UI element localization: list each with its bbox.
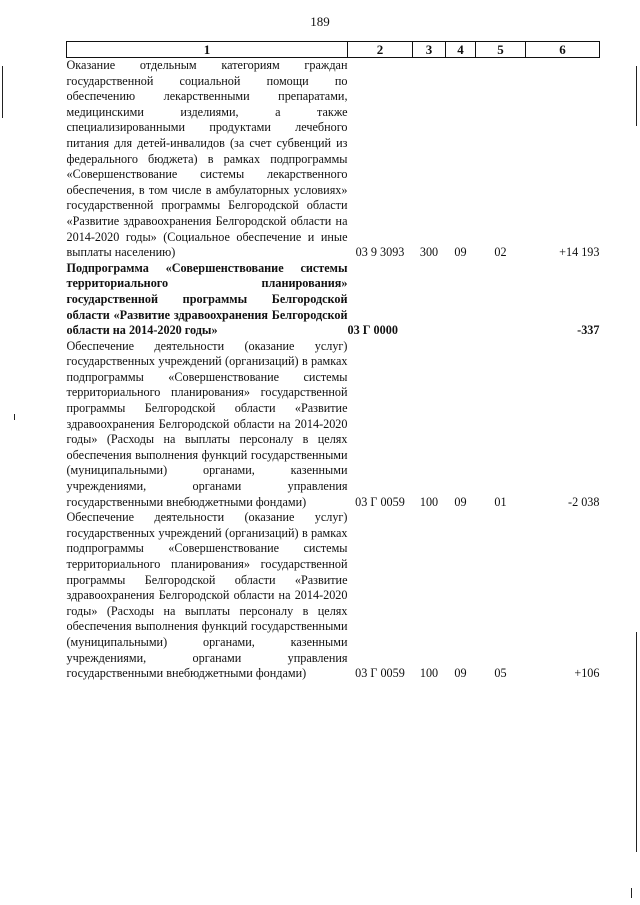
column-header-target-code: 2 bbox=[348, 42, 413, 58]
table-row bbox=[67, 58, 600, 261]
row-description: Обеспечение деятельности (оказание услуг) государственных учреждений (организаций) в рамках подпрограммы «Совершенствование системы территориального планирования» государственной программы Белгородской области «Развитие здравоохранения Белгородской области на 2014-2020 годы» (Расходы на выплаты персоналу в целях обеспечения выполнения функций государственными (муниципальными) органами, казенными учреждениями, органами управления государственными внебюджетными фондами) bbox=[66, 338, 348, 509]
row-description: Оказание отдельным категориям граждан государственной социальной помощи по обеспечению лекарственными препаратами, медицинскими изделиями, а также специализированными продуктами лечебного питания для детей-инвалидов (за счет субвенций из федерального бюджета) в рамках подпрограммы «Совершенствование системы лекарственного обеспечения, в том числе в амбулаторных условиях» государственной программы Белгородской области «Развитие здравоохранения Белгородской области на 2014-2020 годы» (Социальное обеспечение и иные выплаты населению) bbox=[66, 58, 348, 260]
table-row bbox=[67, 510, 600, 682]
row-target-code: 03 Г 0059 bbox=[355, 494, 405, 509]
row-amount: +106 bbox=[574, 666, 600, 681]
row-description: Обеспечение деятельности (оказание услуг) государственных учреждений (организаций) в рамках подпрограммы «Совершенствование системы территориального планирования» государственной программы Белгородской области «Развитие здравоохранения Белгородской области на 2014-2020 годы» (Расходы на выплаты персоналу в целях обеспечения выполнения функций государственными (муниципальными) органами, казенными учреждениями, органами управления государственными внебюджетными фондами) bbox=[66, 510, 348, 681]
row-description: Подпрограмма «Совершенствование системы территориального планирования» государственной программы Белгородской области «Развитие здравоохранения Белгородской области на 2014-2020 годы» bbox=[66, 260, 348, 338]
column-header-subsection: 5 bbox=[476, 42, 526, 58]
row-subsection: 02 bbox=[494, 245, 507, 260]
row-section: 09 bbox=[454, 245, 467, 260]
row-subsection: 01 bbox=[494, 494, 507, 509]
column-header-amount: 6 bbox=[526, 42, 600, 58]
row-amount: -2 038 bbox=[568, 494, 600, 509]
column-header-section: 4 bbox=[446, 42, 476, 58]
table-row bbox=[67, 261, 600, 339]
column-header-expense-type: 3 bbox=[413, 42, 446, 58]
budget-table bbox=[66, 41, 600, 682]
scan-edge-mark bbox=[14, 414, 15, 420]
row-expense-type: 100 bbox=[419, 494, 439, 509]
row-subsection bbox=[476, 261, 526, 339]
row-expense-type: 300 bbox=[419, 245, 439, 260]
scan-edge-mark bbox=[631, 888, 632, 898]
scan-edge-mark bbox=[636, 632, 637, 852]
row-subsection: 05 bbox=[494, 666, 507, 681]
table-header-row bbox=[67, 42, 600, 58]
row-amount: -337 bbox=[577, 323, 600, 338]
row-target-code: 03 Г 0000 bbox=[347, 323, 398, 338]
row-section: 09 bbox=[454, 494, 467, 509]
row-section: 09 bbox=[454, 666, 467, 681]
row-section bbox=[446, 261, 476, 339]
row-expense-type bbox=[413, 261, 446, 339]
row-target-code: 03 9 3093 bbox=[355, 245, 405, 260]
row-amount: +14 193 bbox=[559, 245, 600, 260]
row-expense-type: 100 bbox=[419, 666, 439, 681]
scan-edge-mark bbox=[2, 66, 3, 118]
table-row bbox=[67, 339, 600, 511]
row-target-code: 03 Г 0059 bbox=[355, 666, 405, 681]
column-header-description: 1 bbox=[67, 42, 348, 58]
scan-edge-mark bbox=[636, 66, 637, 126]
page-number: 189 bbox=[310, 14, 330, 29]
